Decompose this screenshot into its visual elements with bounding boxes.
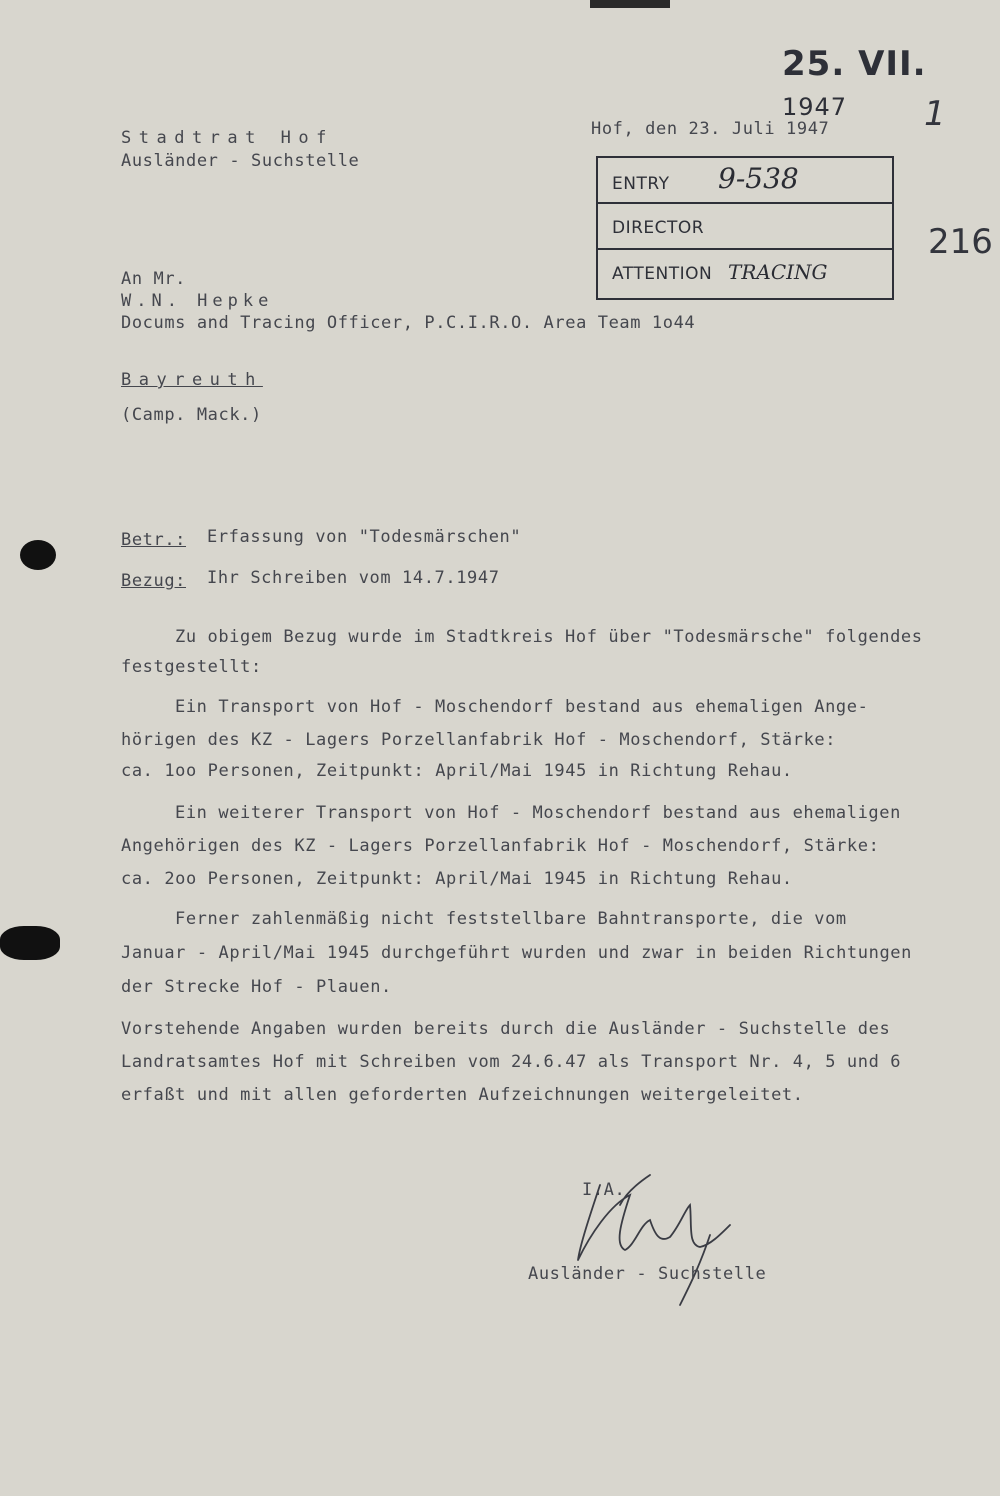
recipient-salutation: An Mr. (121, 269, 187, 289)
reference-label: Bezug: (121, 571, 187, 591)
stamp-row-attention (598, 250, 892, 294)
body-line: Angehörigen des KZ - Lagers Porzellanfabrik Hof - Moschendorf, Stärke: (121, 836, 880, 856)
body-line: erfaßt und mit allen geforderten Aufzeichnungen weitergeleitet. (121, 1085, 804, 1105)
attention-label: ATTENTION (612, 264, 713, 284)
routing-stamp (596, 156, 894, 300)
punch-hole (0, 926, 60, 960)
place-date: Hof, den 23. Juli 1947 (591, 119, 830, 139)
sender-office: Ausländer - Suchstelle (121, 151, 360, 171)
page-edge-mark (590, 0, 670, 8)
body-line: der Strecke Hof - Plauen. (121, 977, 392, 997)
closing-office: Ausländer - Suchstelle (528, 1264, 767, 1284)
entry-label: ENTRY (612, 174, 670, 194)
subject-label: Betr.: (121, 530, 187, 550)
body-line: Landratsamtes Hof mit Schreiben vom 24.6.47 als Transport Nr. 4, 5 und 6 (121, 1052, 902, 1072)
sender-name: Stadtrat Hof (121, 128, 334, 148)
recipient-city: Bayreuth (121, 370, 263, 390)
recipient-name: W.N. Hepke (121, 291, 274, 311)
recipient-camp: (Camp. Mack.) (121, 405, 262, 425)
entry-number: 9-538 (718, 162, 799, 195)
body-line: Ein weiterer Transport von Hof - Moschendorf bestand aus ehemaligen (175, 803, 901, 823)
received-year: 1947 (782, 93, 848, 121)
body-line: Vorstehende Angaben wurden bereits durch die Ausländer - Suchstelle des (121, 1019, 891, 1039)
attention-value: TRACING (728, 260, 828, 284)
stamp-row-director (598, 204, 892, 250)
subject-text: Erfassung von "Todesmärschen" (207, 527, 522, 547)
body-line: Januar - April/Mai 1945 durchgeführt wurden und zwar in beiden Richtungen (121, 943, 912, 963)
director-label: DIRECTOR (612, 218, 705, 238)
body-line: Zu obigem Bezug wurde im Stadtkreis Hof über "Todesmärsche" folgendes (175, 627, 923, 647)
recipient-title: Docums and Tracing Officer, P.C.I.R.O. Area Team 1o44 (121, 313, 696, 333)
reference-text: Ihr Schreiben vom 14.7.1947 (207, 568, 500, 588)
body-line: Ferner zahlenmäßig nicht feststellbare Bahntransporte, die vom (175, 909, 847, 929)
received-date: 25. VII. (782, 44, 927, 84)
closing-ia: I.A. (582, 1180, 626, 1200)
page-number: 1 (924, 94, 946, 134)
document-number: 216 (928, 222, 993, 262)
body-line: festgestellt: (121, 657, 262, 677)
body-line: ca. 1oo Personen, Zeitpunkt: April/Mai 1945 in Richtung Rehau. (121, 761, 793, 781)
stamp-row-entry (598, 158, 892, 204)
body-line: hörigen des KZ - Lagers Porzellanfabrik Hof - Moschendorf, Stärke: (121, 730, 837, 750)
handwritten-signature (560, 1165, 760, 1315)
body-line: ca. 2oo Personen, Zeitpunkt: April/Mai 1945 in Richtung Rehau. (121, 869, 793, 889)
body-line: Ein Transport von Hof - Moschendorf bestand aus ehemaligen Ange- (175, 697, 869, 717)
punch-hole (20, 540, 56, 570)
received-date-stamp (782, 44, 1000, 124)
